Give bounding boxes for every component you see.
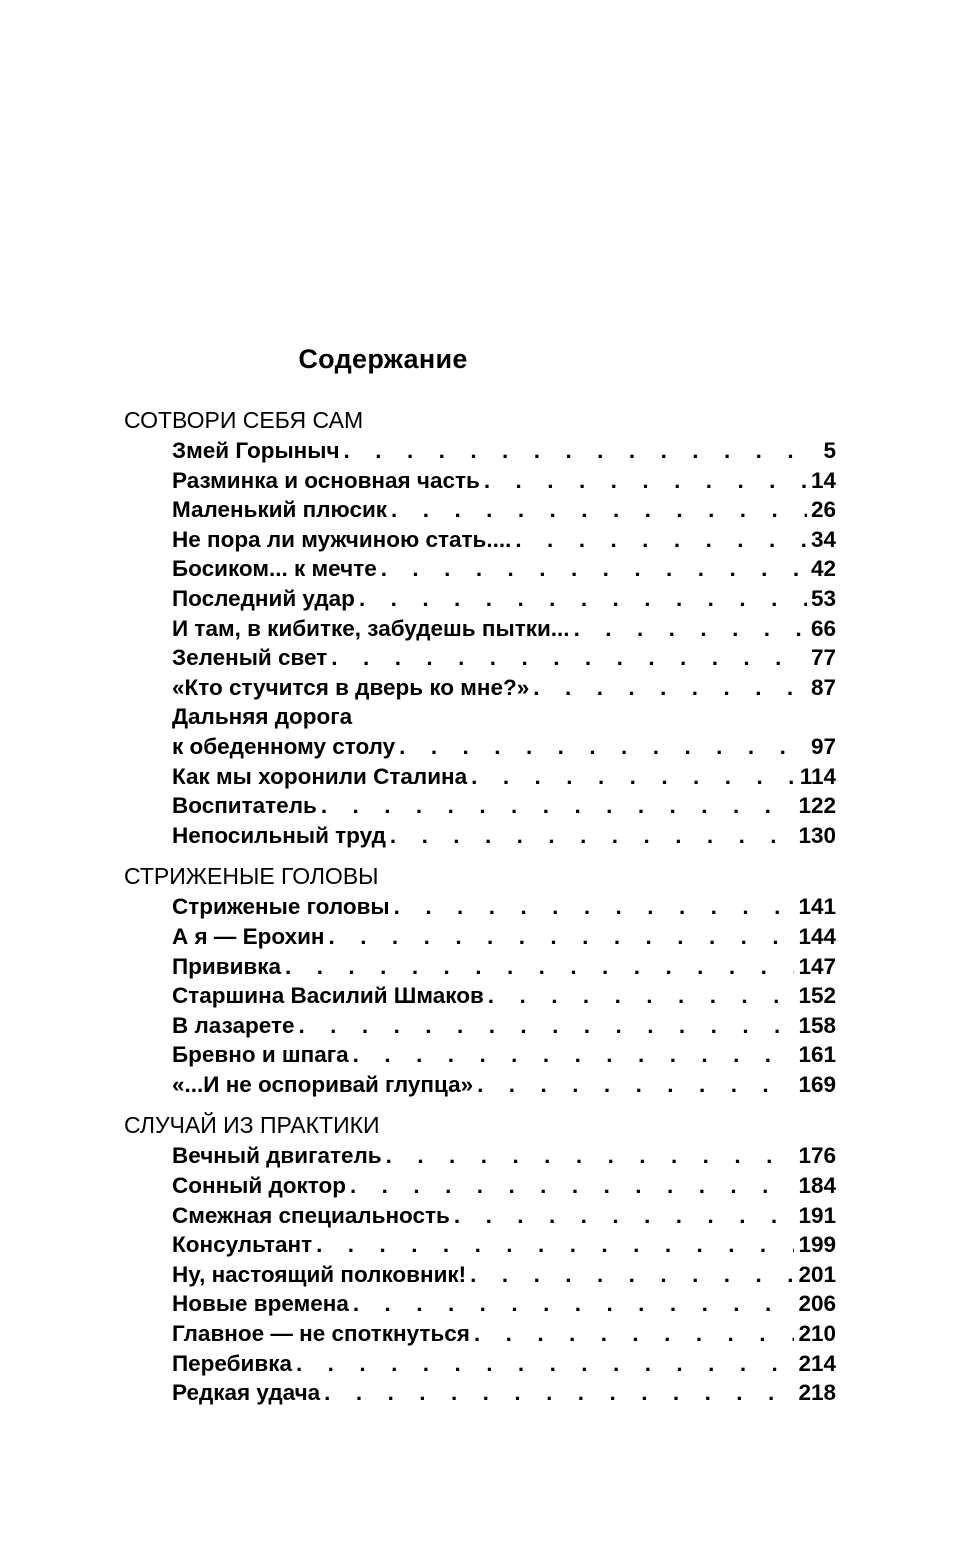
dot-leader (454, 1201, 795, 1231)
dot-leader (484, 466, 807, 496)
page-number: 42 (810, 556, 836, 582)
dot-leader (296, 1349, 794, 1379)
page-number: 97 (810, 733, 836, 759)
entry-title: Бревно и шпага (172, 1042, 349, 1068)
entry-title: Прививка (172, 953, 282, 979)
dot-leader (391, 495, 807, 525)
toc-entry (172, 1349, 836, 1379)
section-heading: СОТВОРИ СЕБЯ САМ (124, 407, 364, 433)
toc-entry (172, 436, 836, 466)
page-number: 14 (810, 467, 836, 493)
page-number: 141 (798, 894, 836, 920)
dot-leader (331, 643, 807, 673)
dot-leader (359, 584, 807, 614)
toc-entry (172, 791, 836, 821)
page-number: 210 (798, 1321, 836, 1347)
dot-leader (533, 673, 807, 703)
toc-section (124, 1109, 836, 1407)
toc-entry-list (172, 892, 836, 1099)
entry-title: Босиком... к мечте (172, 556, 377, 582)
entry-title: И там, в кибитке, забудешь пытки... (172, 615, 570, 641)
toc-entry (172, 1070, 836, 1100)
dot-leader (399, 732, 807, 762)
toc-entry (172, 892, 836, 922)
entry-title: Главное — не споткнуться (172, 1321, 470, 1347)
entry-title: Змей Горыныч (172, 438, 340, 463)
page-title: Содержание (298, 344, 468, 374)
page-number: 66 (810, 615, 836, 641)
dot-leader (329, 922, 795, 952)
dot-leader (324, 1378, 794, 1408)
dot-leader (471, 762, 796, 792)
entry-title: Старшина Василий Шмаков (172, 983, 484, 1009)
toc-entry (172, 614, 836, 644)
page-number: 214 (798, 1350, 836, 1376)
toc-entry (172, 981, 836, 1011)
toc-entry (172, 495, 836, 525)
toc-entry (172, 554, 836, 584)
toc-entry-list (172, 436, 836, 850)
toc-entry (172, 673, 836, 703)
entry-title: Разминка и основная часть (172, 467, 480, 493)
toc-entry (172, 1319, 836, 1349)
toc-entry (172, 952, 836, 982)
dot-leader (350, 1171, 794, 1201)
toc-section (124, 404, 836, 850)
toc-entry (172, 1141, 836, 1171)
entry-title: Непосильный труд (172, 822, 386, 848)
toc-entry-list (172, 1141, 836, 1407)
page-number: 201 (798, 1261, 836, 1287)
toc-entry (172, 762, 836, 792)
page-number: 176 (798, 1143, 836, 1169)
entry-title: «...И не оспоривай глупца» (172, 1071, 474, 1097)
page-number: 158 (798, 1012, 836, 1038)
page-number: 152 (798, 983, 836, 1009)
dot-leader (470, 1260, 794, 1290)
dot-leader (316, 1230, 794, 1260)
toc-entry (172, 466, 836, 496)
page-number: 122 (798, 793, 836, 819)
page-number: 26 (810, 497, 836, 523)
page-number: 218 (798, 1380, 836, 1406)
page-number: 114 (799, 763, 836, 789)
toc-entry (172, 1230, 836, 1260)
toc-entry (172, 643, 836, 673)
page-number: 144 (798, 923, 836, 949)
page-number: 87 (810, 674, 836, 700)
page-number: 161 (798, 1042, 836, 1068)
entry-title: Консультант (172, 1232, 313, 1258)
dot-leader (386, 1141, 795, 1171)
entry-title: «Кто стучится в дверь ко мне?» (172, 674, 530, 700)
entry-title: Ну, настоящий полковник! (172, 1261, 467, 1287)
page-number: 184 (798, 1173, 836, 1199)
toc-entry (172, 1378, 836, 1408)
page-number: 169 (798, 1071, 836, 1097)
entry-title: Последний удар (172, 585, 355, 611)
dot-leader (394, 892, 795, 922)
section-heading: СЛУЧАЙ ИЗ ПРАКТИКИ (124, 1112, 380, 1139)
toc-entry (172, 732, 836, 762)
entry-title: Новые времена (172, 1291, 349, 1317)
page-number: 34 (810, 526, 836, 552)
page-number: 191 (798, 1202, 836, 1228)
entry-title: к обеденному столу (172, 733, 396, 759)
entry-title: Смежная специальность (172, 1202, 450, 1228)
page-number: 53 (810, 585, 836, 611)
toc-entry (172, 1011, 836, 1041)
dot-leader (390, 821, 795, 851)
page-number: 5 (823, 438, 836, 463)
dot-leader (353, 1040, 795, 1070)
toc-entry (172, 821, 836, 851)
dot-leader (321, 791, 795, 821)
dot-leader (353, 1289, 795, 1319)
toc-entry (172, 702, 836, 732)
entry-title: Зеленый свет (172, 645, 328, 671)
entry-title: Вечный двигатель (172, 1143, 382, 1169)
dot-leader (515, 525, 807, 555)
toc-entry (172, 584, 836, 614)
dot-leader (285, 952, 794, 982)
entry-title: Перебивка (172, 1350, 292, 1376)
dot-leader (298, 1011, 794, 1041)
page-number: 206 (798, 1291, 836, 1317)
dot-leader (477, 1070, 794, 1100)
toc-entry (172, 1201, 836, 1231)
entry-title: Сонный доктор (172, 1173, 346, 1199)
toc-entry (172, 1040, 836, 1070)
entry-title: Маленький плюсик (172, 497, 388, 523)
page-number: 77 (810, 645, 836, 671)
entry-title: Воспитатель (172, 793, 317, 819)
dot-leader (344, 436, 820, 466)
entry-title: Дальняя дорога (172, 704, 353, 730)
toc-entry (172, 1171, 836, 1201)
dot-leader (488, 981, 795, 1011)
entry-title: Не пора ли мужчиною стать.... (172, 526, 512, 552)
toc-entry (172, 1289, 836, 1319)
table-of-contents (124, 404, 836, 1418)
entry-title: Стриженые головы (172, 894, 390, 920)
toc-section (124, 860, 836, 1099)
toc-entry (172, 922, 836, 952)
page-number: 147 (798, 953, 836, 979)
entry-title: Как мы хоронили Сталина (172, 763, 468, 789)
dot-leader (474, 1319, 795, 1349)
page-number: 199 (798, 1232, 836, 1258)
dot-leader (574, 614, 807, 644)
toc-entry (172, 525, 836, 555)
entry-title: А я — Ерохин (172, 923, 325, 949)
section-heading: СТРИЖЕНЫЕ ГОЛОВЫ (124, 863, 379, 890)
dot-leader (381, 554, 807, 584)
toc-entry (172, 1260, 836, 1290)
entry-title: В лазарете (172, 1012, 295, 1038)
page-number: 130 (798, 822, 836, 848)
entry-title: Редкая удача (172, 1380, 321, 1406)
